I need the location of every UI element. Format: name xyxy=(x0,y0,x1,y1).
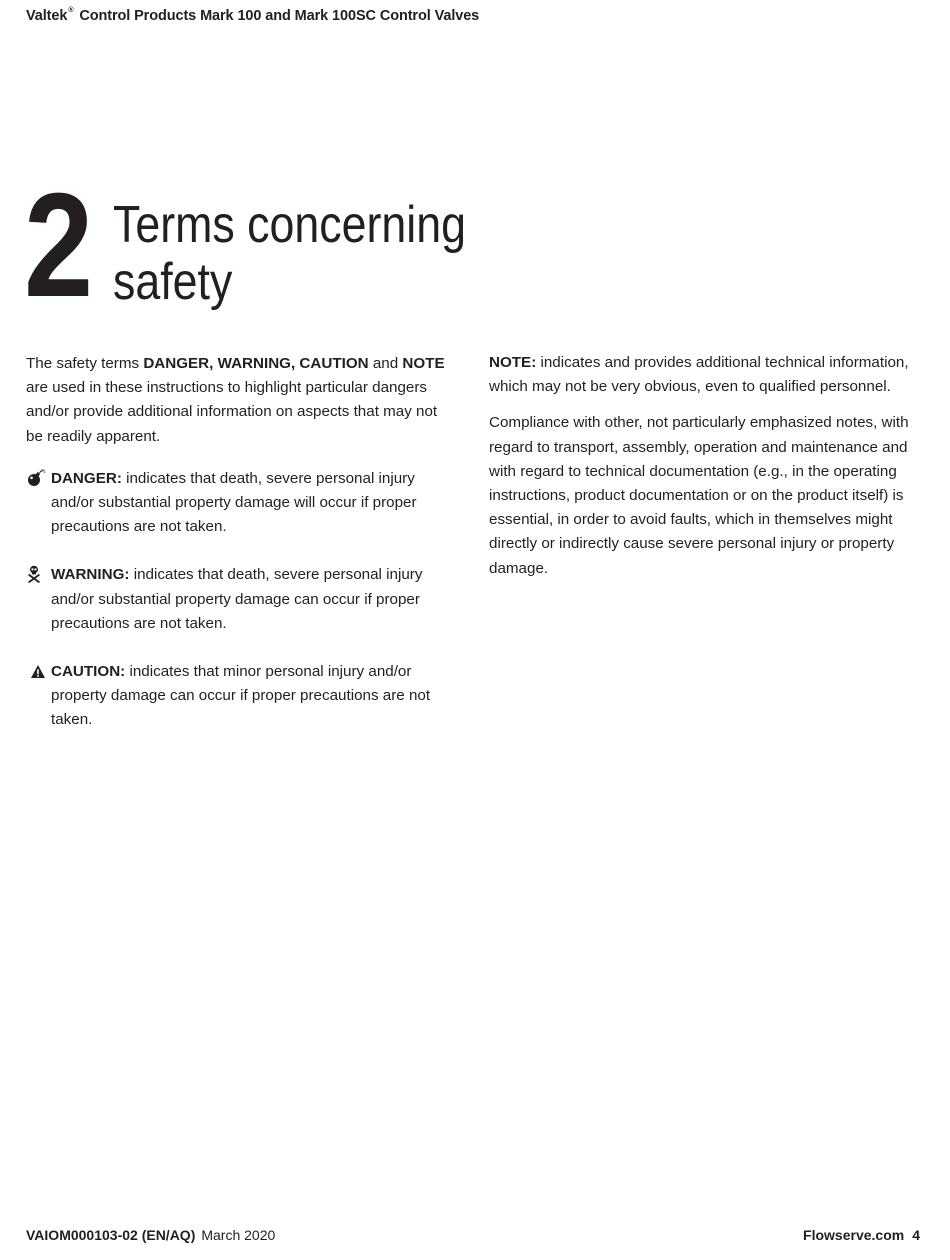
warning-triangle-icon xyxy=(26,661,46,681)
chapter-title xyxy=(113,197,517,311)
left-column xyxy=(26,352,446,733)
registered-mark: ® xyxy=(68,7,74,14)
footer-page-info xyxy=(803,1227,920,1243)
danger-text: indicates that death, severe personal injury and/or substantial property damage will occur if proper precautions are not taken. xyxy=(51,469,417,536)
danger-definition xyxy=(26,467,446,540)
warning-definition xyxy=(26,563,446,636)
document-title: Control Products Mark 100 and Mark 100SC Control Valves xyxy=(79,8,480,24)
chapter-title-line1: Terms concerning xyxy=(113,196,466,254)
running-header xyxy=(26,8,479,24)
right-column xyxy=(489,351,919,581)
note-label: NOTE: xyxy=(489,354,537,371)
note-definition xyxy=(489,351,919,399)
bomb-icon xyxy=(26,468,46,488)
compliance-paragraph: Compliance with other, not particularly emphasized notes, with regard to transport, assembly, operation and maintenance and with regard to technical documentation (e.g., in the operating instructions, product documentation or on the product itself) is essential, in order to avoid faults, which in themselves might directly or indirectly cause severe personal injury or property damage. xyxy=(489,414,909,577)
caution-text: indicates that minor personal injury and/or property damage can occur if proper precautions are not taken. xyxy=(51,663,431,729)
caution-definition xyxy=(26,660,446,733)
skull-crossbones-icon xyxy=(26,564,46,584)
page-number: 4 xyxy=(912,1227,920,1243)
brand-name: Valtek xyxy=(26,8,68,24)
document-code: VAIOM000103-02 (EN/AQ) xyxy=(26,1227,196,1243)
website-link[interactable]: Flowserve.com xyxy=(803,1227,905,1243)
intro-paragraph: The safety terms DANGER, WARNING, CAUTION and NOTE are used in these instructions to highlight particular dangers and/or provide additional information on aspects that may not be readily apparent. xyxy=(26,355,445,445)
caution-label: CAUTION: xyxy=(51,663,126,681)
chapter-title-line2: safety xyxy=(113,253,233,311)
warning-text: indicates that death, severe personal injury and/or substantial property damage can occur if proper precautions are not taken. xyxy=(51,566,423,632)
warning-label: WARNING: xyxy=(51,566,130,584)
document-date: March 2020 xyxy=(201,1227,276,1243)
chapter-number: 2 xyxy=(24,163,90,328)
footer-document-info xyxy=(26,1227,275,1243)
danger-label: DANGER: xyxy=(51,469,122,487)
note-text: indicates and provides additional technical information, which may not be very obvious, even to qualified personnel. xyxy=(489,354,909,396)
